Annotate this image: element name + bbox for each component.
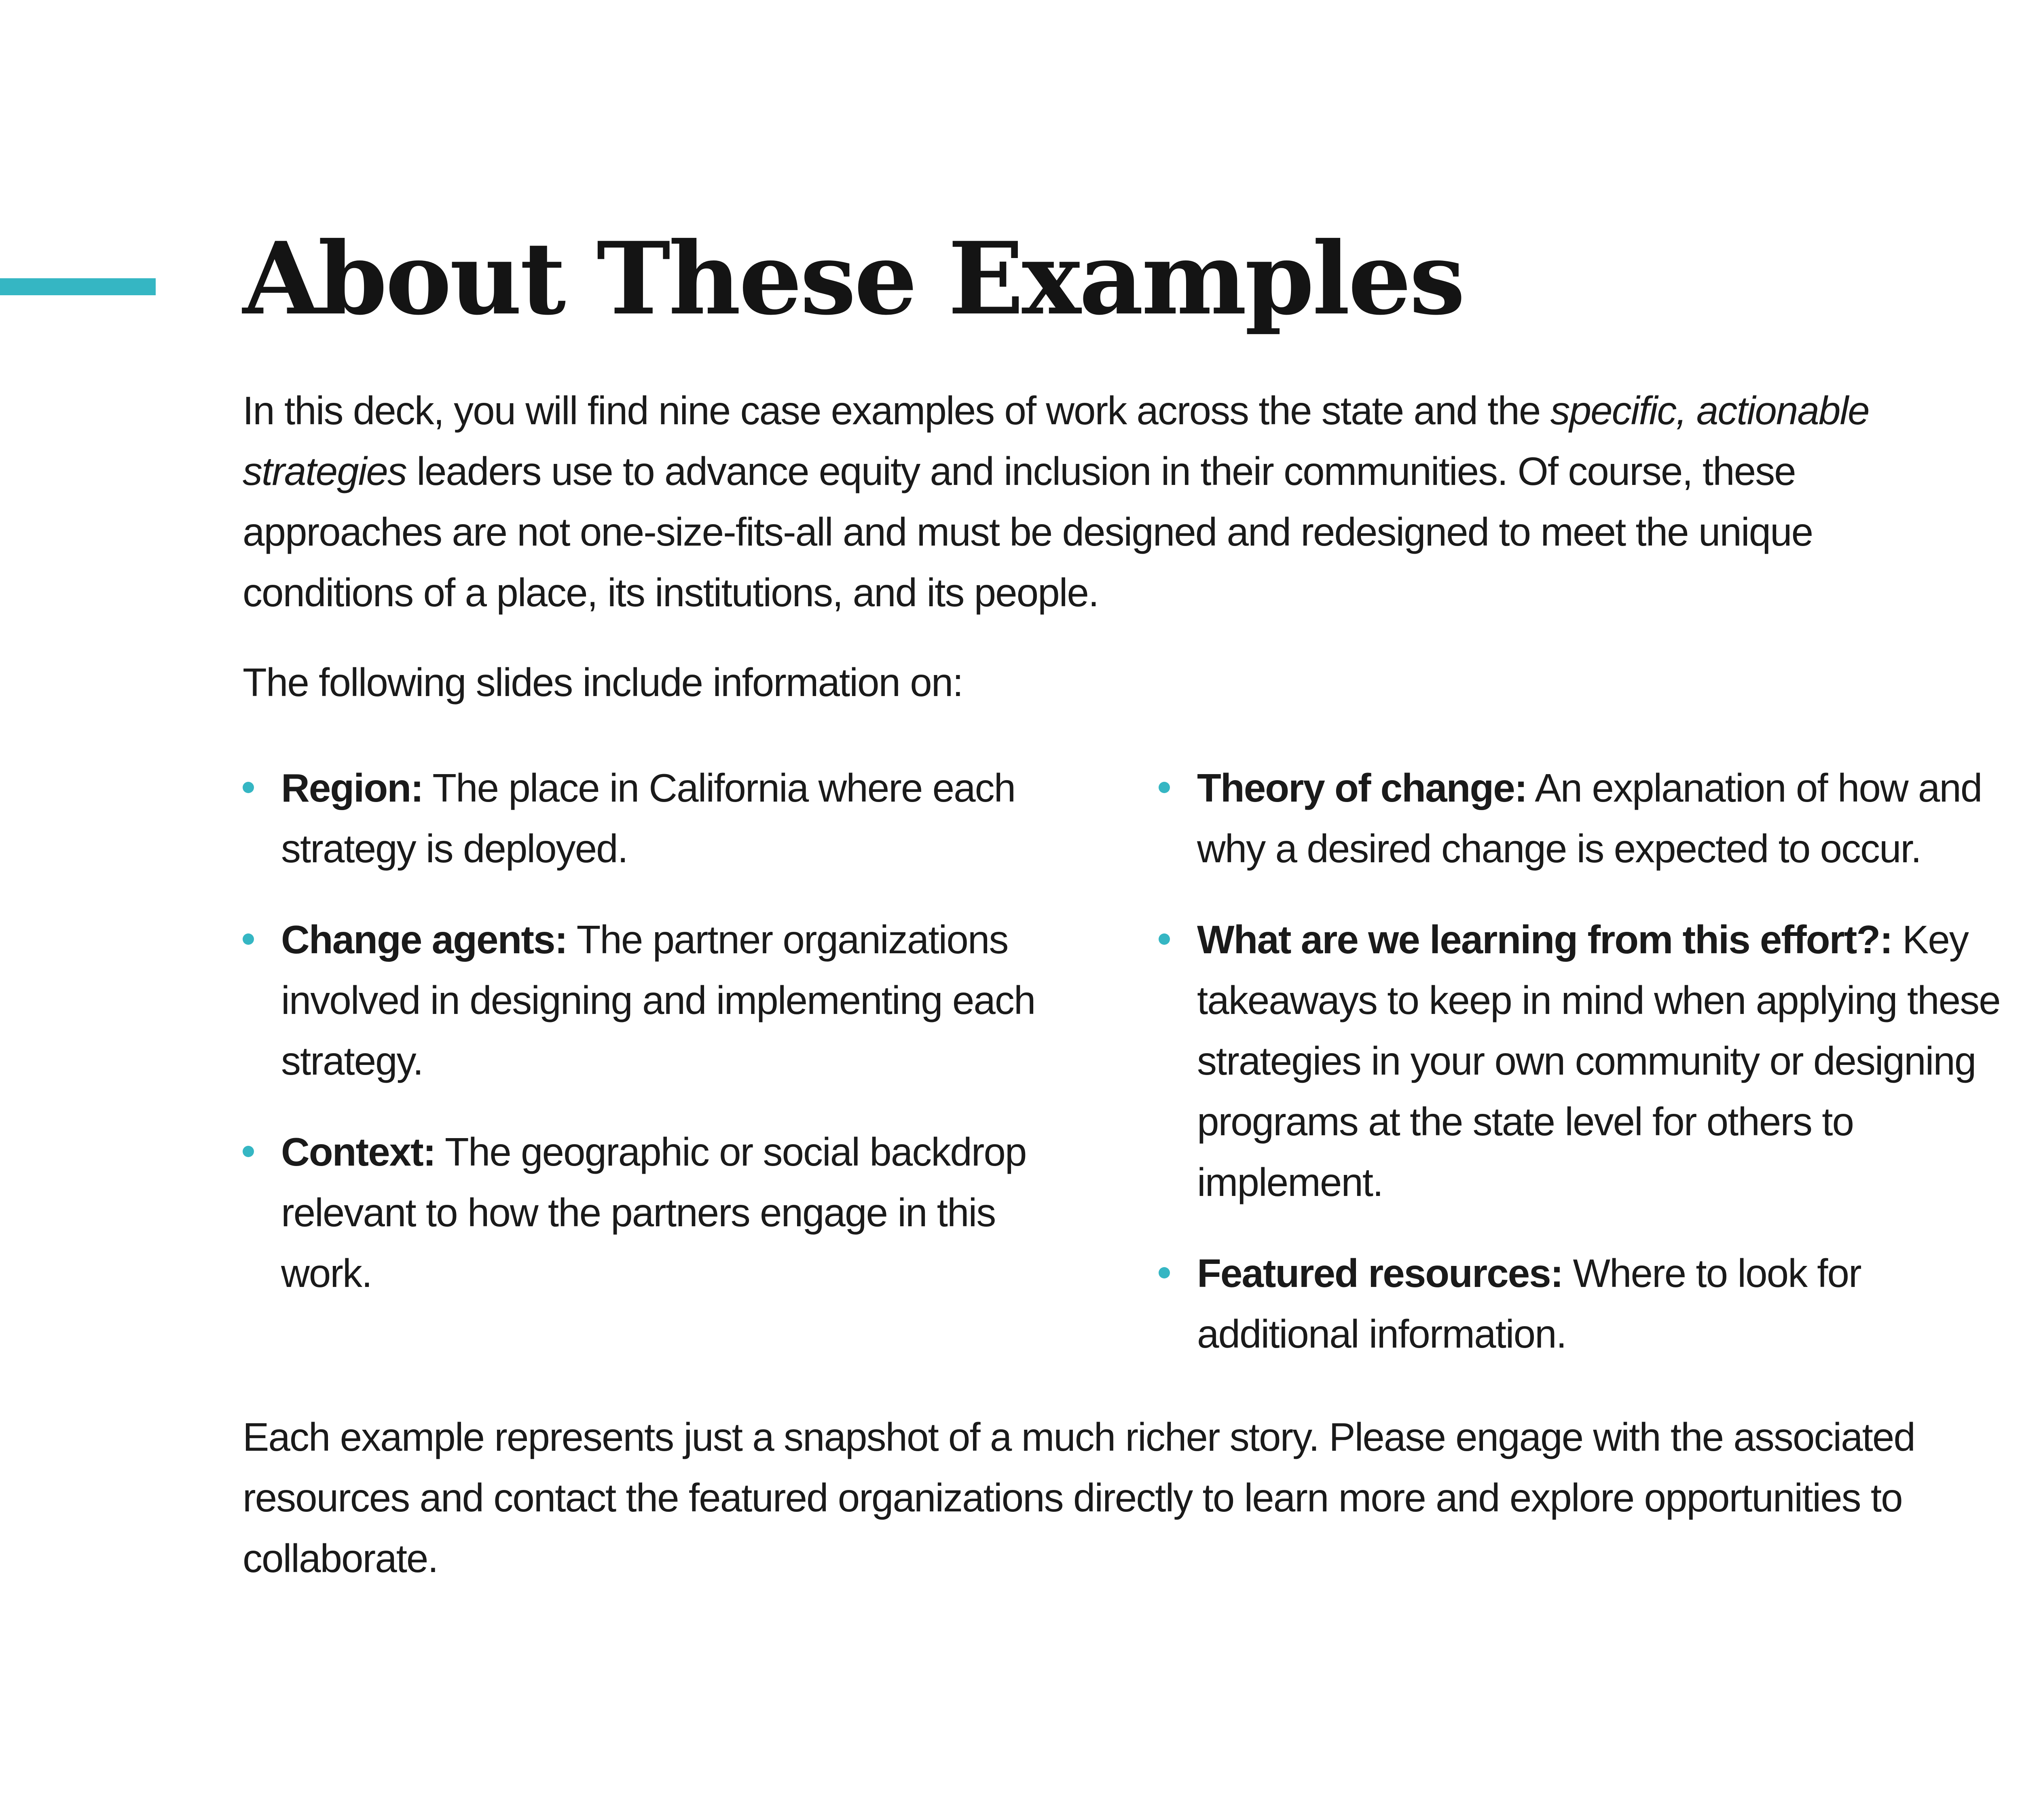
intro-text-start: In this deck, you will find nine case examples of work across the state and the bbox=[243, 388, 1550, 433]
bullet-list-left bbox=[243, 758, 1072, 1334]
list-item-region bbox=[243, 758, 1072, 879]
closing-paragraph: Each example represents just a snapshot of a much richer story. Please engage with the associated resources and contact the featured organizations directly to learn more and explore opportunities to collaborate. bbox=[243, 1415, 1915, 1581]
bullet-dot-icon bbox=[243, 933, 254, 945]
list-item-learning bbox=[1159, 909, 2008, 1213]
list-item-context bbox=[243, 1122, 1072, 1304]
item-label: Featured resources: bbox=[1197, 1251, 1563, 1295]
item-text: The place in California where each strategy is deployed. bbox=[281, 766, 1015, 871]
bullet-dot-icon bbox=[1159, 1267, 1170, 1278]
item-text: An explanation of how and why a desired change is expected to occur. bbox=[1197, 766, 1982, 871]
item-text: Key takeaways to keep in mind when applying these strategies in your own community or designing programs at the state level for others to implement. bbox=[1197, 917, 2000, 1204]
bullet-dot-icon bbox=[243, 1146, 254, 1157]
intro-paragraph bbox=[243, 380, 1982, 623]
list-item-theory-of-change bbox=[1159, 758, 2008, 879]
page-title: About These Examples bbox=[243, 220, 1464, 337]
item-text: Where to look for additional information. bbox=[1197, 1251, 1861, 1356]
item-label: Theory of change: bbox=[1197, 766, 1527, 810]
list-item-featured-resources bbox=[1159, 1243, 2008, 1364]
item-text: The geographic or social backdrop relevant to how the partners engage in this work. bbox=[281, 1130, 1026, 1295]
intro-emphasis: specific, actionable strategies bbox=[243, 388, 1869, 493]
list-lead: The following slides include information on: bbox=[243, 660, 963, 705]
bullet-dot-icon bbox=[1159, 933, 1170, 945]
item-label: What are we learning from this effort?: bbox=[1197, 917, 1892, 962]
accent-bar bbox=[0, 278, 156, 295]
intro-text-end: leaders use to advance equity and inclusion in their communities. Of course, these approaches are not one-size-fits-all and must be designed and redesigned to meet the unique conditions of a place, its institutions, and its people. bbox=[243, 449, 1813, 615]
item-text: The partner organizations involved in designing and implementing each strategy. bbox=[281, 917, 1035, 1083]
bullet-dot-icon bbox=[1159, 782, 1170, 793]
item-label: Context: bbox=[281, 1130, 436, 1174]
bullet-dot-icon bbox=[243, 782, 254, 793]
item-label: Region: bbox=[281, 766, 423, 810]
item-label: Change agents: bbox=[281, 917, 567, 962]
list-item-change-agents bbox=[243, 909, 1072, 1091]
bullet-list-right bbox=[1159, 758, 2008, 1395]
